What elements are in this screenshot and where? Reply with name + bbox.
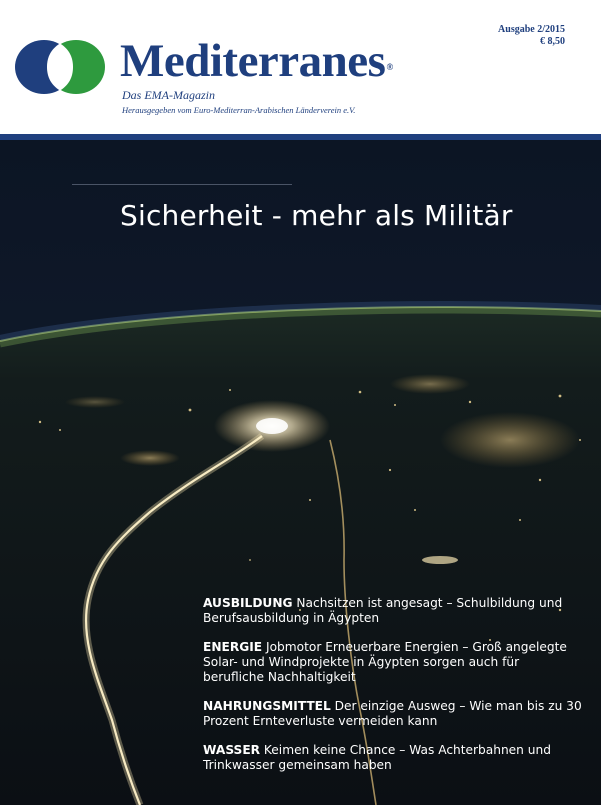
teaser-text: Nachsitzen ist angesagt – Schulbildung und Berufsausbildung in Ägypten (203, 596, 563, 625)
teaser-keyword: ENERGIE (203, 640, 263, 654)
issue-price: € 8,50 (540, 36, 565, 47)
teaser-keyword: AUSBILDUNG (203, 596, 293, 610)
teaser-keyword: WASSER (203, 743, 261, 757)
issue-number: Ausgabe 2/2015 (498, 24, 565, 35)
publisher-line: Herausgegeben vom Euro-Mediterran-Arabischen Länderverein e.V. (122, 105, 356, 115)
magazine-title: Mediterranes® (120, 35, 393, 87)
headline-rule (72, 184, 292, 185)
teaser-text: Jobmotor Erneuerbare Energien – Groß angelegte Solar- und Windprojekte in Ägypten sorgen auch für berufliche Nachhaltigkeit (203, 640, 567, 684)
teaser-text: Der einzige Ausweg – Wie man bis zu 30 Prozent Ernteverluste vermeiden kann (203, 699, 582, 728)
teaser-list (203, 596, 583, 787)
teaser-item (203, 596, 583, 626)
magazine-tagline: Das EMA-Magazin (122, 88, 215, 102)
issue-info (498, 24, 565, 48)
teaser-item (203, 699, 583, 729)
teaser-item (203, 640, 583, 685)
registered-mark: ® (386, 62, 393, 72)
masthead (0, 0, 601, 135)
teaser-text: Keimen keine Chance – Was Achterbahnen und Trinkwasser gemeinsam haben (203, 743, 551, 772)
ema-logo-icon (14, 38, 106, 96)
cover-headline: Sicherheit - mehr als Militär (120, 199, 513, 232)
teaser-keyword: NAHRUNGSMITTEL (203, 699, 331, 713)
teaser-item (203, 743, 583, 773)
